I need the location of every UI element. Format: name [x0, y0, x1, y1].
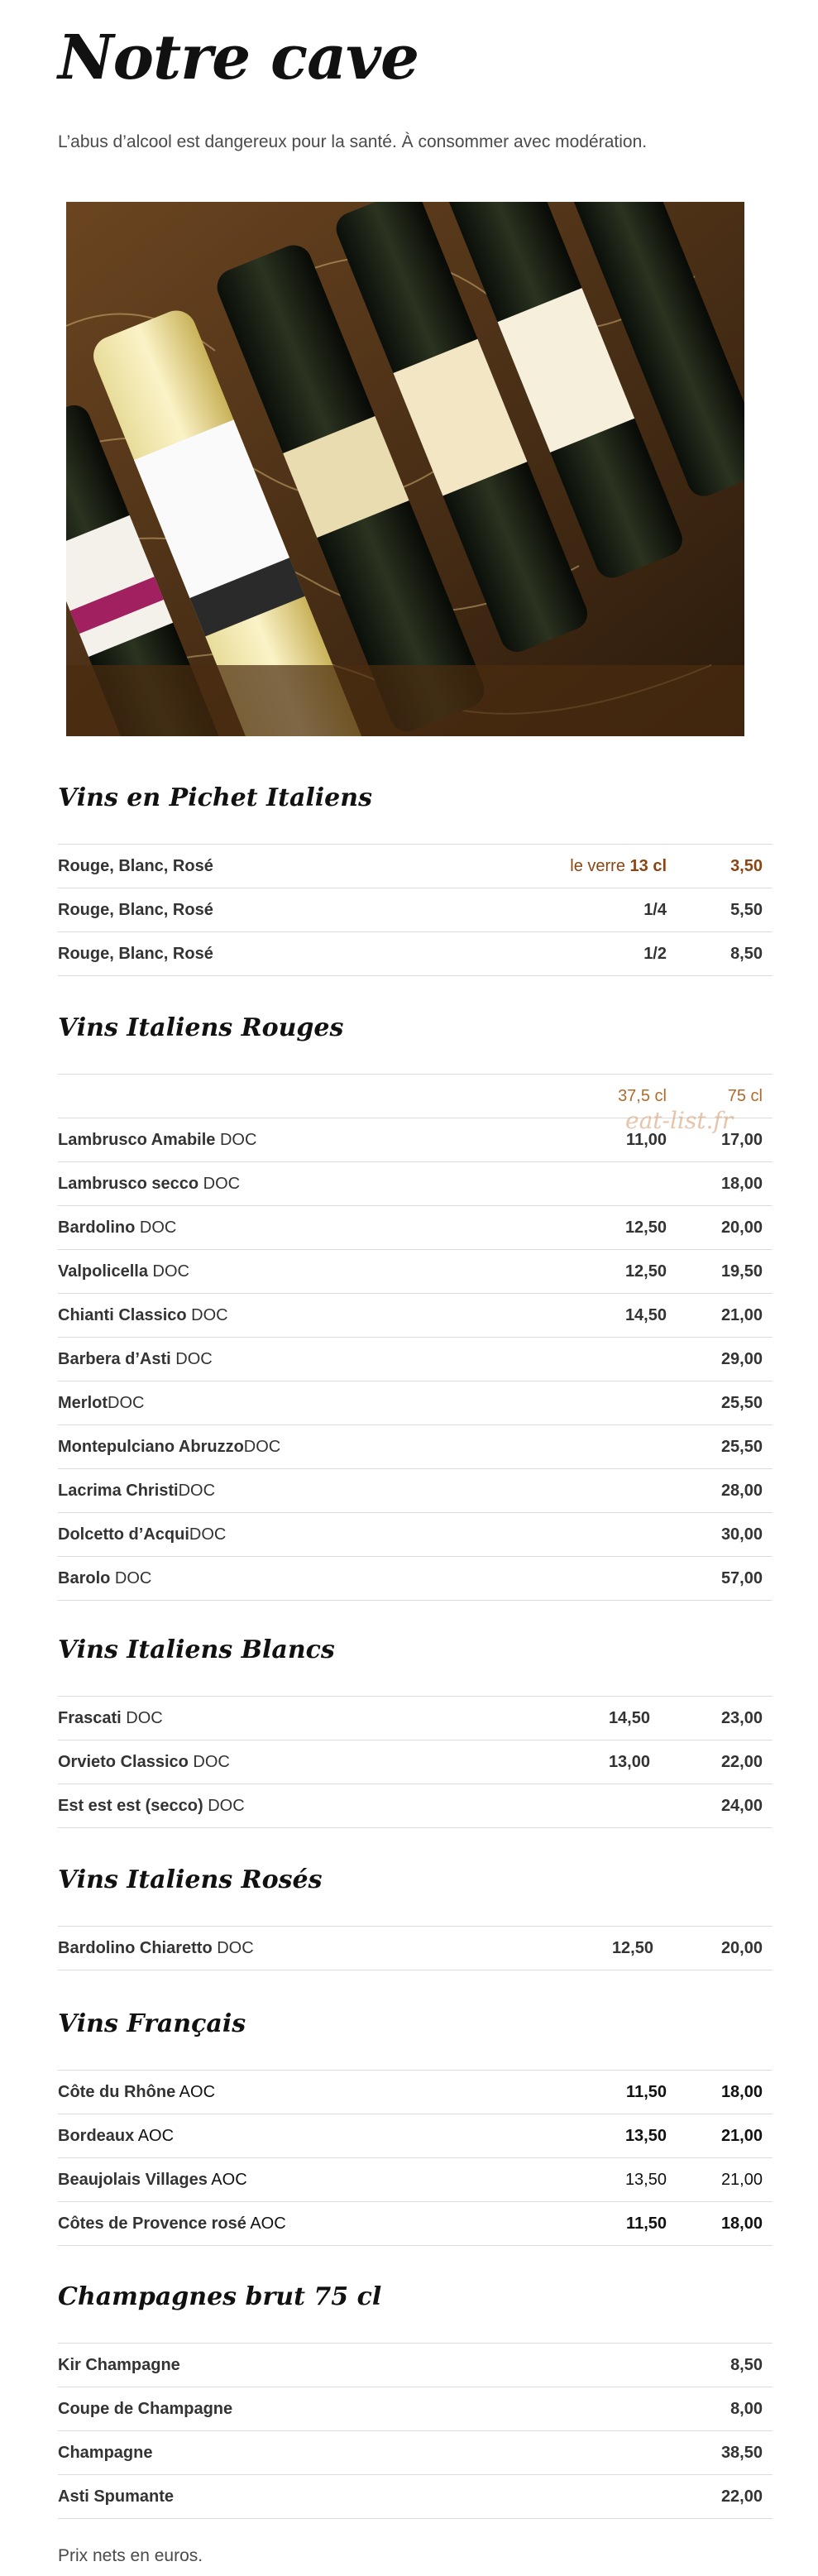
- bottle-price: 30,00: [720, 1525, 763, 1544]
- glass-size: le verre 13 cl: [570, 857, 667, 875]
- list-item: [58, 1784, 773, 1828]
- section-champagnes: [58, 2277, 773, 2519]
- half-bottle-price: 14,50: [624, 1306, 667, 1324]
- list-item: [58, 1294, 773, 1338]
- section-pitcher-wines: [58, 778, 773, 976]
- price: 5,50: [730, 901, 763, 919]
- bottle-price: 23,00: [720, 1709, 763, 1727]
- list-item: [58, 2158, 773, 2202]
- price: 3,50: [730, 857, 763, 875]
- wine-list: [58, 2070, 773, 2246]
- list-item: [58, 1381, 773, 1425]
- wine-name: Dolcetto d’AcquiDOC: [58, 1525, 227, 1544]
- section-italian-roses: [58, 1860, 773, 1970]
- list-item: [58, 2387, 773, 2431]
- wine-list: [58, 1696, 773, 1828]
- list-item: [58, 1425, 773, 1469]
- half-bottle-price: 13,00: [608, 1753, 650, 1771]
- bottle-price: 18,00: [720, 2083, 763, 2101]
- carafe-size: 1/2: [643, 945, 667, 963]
- price: 8,00: [730, 2400, 763, 2418]
- bottle-price: 20,00: [720, 1219, 763, 1237]
- section-italian-whites: [58, 1630, 773, 1828]
- bottle-price: 18,00: [720, 2214, 763, 2233]
- bottle-price: 21,00: [720, 2127, 763, 2145]
- list-item: [58, 1927, 773, 1970]
- wine-name: Kir Champagne: [58, 2356, 180, 2374]
- bottle-price: 19,50: [720, 1262, 763, 1281]
- section-italian-reds: [58, 1008, 773, 1601]
- wine-name: Orvieto Classico DOC: [58, 1753, 230, 1771]
- list-item: [58, 2431, 773, 2475]
- bottle-price: 25,50: [720, 1438, 763, 1456]
- half-bottle-price: 13,50: [624, 2171, 667, 2189]
- section-title: Vins Italiens Blancs: [58, 1635, 335, 1664]
- list-item: [58, 1469, 773, 1513]
- half-bottle-price: 13,50: [624, 2127, 667, 2145]
- price-footnote: Prix nets en euros.: [58, 2546, 203, 2565]
- list-item: [58, 1740, 773, 1784]
- price: 8,50: [730, 2356, 763, 2374]
- list-item: [58, 1250, 773, 1294]
- list-item: [58, 1697, 773, 1740]
- half-bottle-price: 12,50: [624, 1219, 667, 1237]
- column-header-half-bottle: 37,5 cl: [618, 1087, 667, 1105]
- section-title: Vins en Pichet Italiens: [58, 783, 372, 812]
- section-title: Champagnes brut 75 cl: [58, 2282, 382, 2311]
- section-title: Vins Italiens Rouges: [58, 1013, 344, 1042]
- half-bottle-price: 11,50: [626, 2214, 667, 2233]
- list-item: [58, 1557, 773, 1601]
- wine-list: [58, 1074, 773, 1601]
- price: 8,50: [730, 945, 763, 963]
- bottle-price: 21,00: [720, 1306, 763, 1324]
- wine-list: [58, 1926, 773, 1970]
- page-title: Notre cave: [58, 22, 419, 93]
- health-warning: L’abus d’alcool est dangereux pour la santé. À consommer avec modération.: [58, 132, 648, 151]
- list-item: [58, 845, 773, 888]
- wine-name: Lambrusco secco DOC: [58, 1175, 241, 1193]
- carafe-size: 1/4: [643, 901, 667, 919]
- bottle-price: 24,00: [720, 1797, 763, 1815]
- price: 38,50: [720, 2444, 763, 2462]
- wine-name: Rouge, Blanc, Rosé: [58, 857, 213, 875]
- half-bottle-price: 12,50: [611, 1939, 653, 1957]
- bottle-price: 17,00: [720, 1131, 763, 1149]
- wine-name: Chianti Classico DOC: [58, 1306, 228, 1324]
- wine-name: Beaujolais Villages AOC: [58, 2171, 247, 2189]
- wine-name: Barbera d’Asti DOC: [58, 1350, 213, 1368]
- half-bottle-price: 14,50: [608, 1709, 650, 1727]
- price: 22,00: [720, 2487, 763, 2506]
- half-bottle-price: 11,50: [626, 2083, 667, 2101]
- wine-name: Est est est (secco) DOC: [58, 1797, 245, 1815]
- wine-name: Lambrusco Amabile DOC: [58, 1131, 257, 1149]
- watermark: eat-list.fr: [625, 1107, 734, 1134]
- list-item: [58, 1338, 773, 1381]
- list-item: [58, 2475, 773, 2519]
- wine-name: Valpolicella DOC: [58, 1262, 189, 1281]
- section-french-wines: [58, 2004, 773, 2246]
- list-item: [58, 932, 773, 976]
- bottle-price: 20,00: [720, 1939, 763, 1957]
- list-item: [58, 2202, 773, 2246]
- list-item: [58, 1162, 773, 1206]
- wine-name: Montepulciano AbruzzoDOC: [58, 1438, 281, 1456]
- bottle-price: 57,00: [720, 1569, 763, 1587]
- wine-list: [58, 844, 773, 976]
- bottle-price: 22,00: [720, 1753, 763, 1771]
- bottle-price: 28,00: [720, 1482, 763, 1500]
- half-bottle-price: 12,50: [624, 1262, 667, 1281]
- half-bottle-price: 11,00: [626, 1131, 667, 1149]
- bottle-price: 21,00: [720, 2171, 763, 2189]
- wine-name: Barolo DOC: [58, 1569, 152, 1587]
- wine-bottles-photo: [66, 202, 744, 736]
- wine-list: [58, 2343, 773, 2519]
- wine-name: Côte du Rhône AOC: [58, 2083, 216, 2101]
- list-item: [58, 2114, 773, 2158]
- list-item: [58, 2344, 773, 2387]
- wine-name: Côtes de Provence rosé AOC: [58, 2214, 286, 2233]
- bottle-price: 25,50: [720, 1394, 763, 1412]
- list-item: [58, 1206, 773, 1250]
- section-title: Vins Français: [58, 2009, 246, 2038]
- wine-name: Bordeaux AOC: [58, 2127, 175, 2145]
- wine-name: Asti Spumante: [58, 2487, 175, 2506]
- wine-name: Bardolino DOC: [58, 1219, 177, 1237]
- list-item: [58, 888, 773, 932]
- column-header-bottle: 75 cl: [727, 1087, 763, 1105]
- wine-name: Frascati DOC: [58, 1709, 163, 1727]
- wine-name: Rouge, Blanc, Rosé: [58, 901, 213, 919]
- wine-bottles-illustration: [66, 202, 744, 736]
- wine-name: Lacrima ChristiDOC: [58, 1482, 216, 1500]
- wine-name: MerlotDOC: [58, 1394, 145, 1412]
- bottle-price: 18,00: [720, 1175, 763, 1193]
- wine-name: Coupe de Champagne: [58, 2400, 233, 2418]
- bottle-price: 29,00: [720, 1350, 763, 1368]
- wine-name: Champagne: [58, 2444, 153, 2462]
- list-item: [58, 1513, 773, 1557]
- wine-name: Bardolino Chiaretto DOC: [58, 1939, 254, 1957]
- list-item: [58, 2071, 773, 2114]
- wine-name: Rouge, Blanc, Rosé: [58, 945, 213, 963]
- section-title: Vins Italiens Rosés: [58, 1865, 323, 1894]
